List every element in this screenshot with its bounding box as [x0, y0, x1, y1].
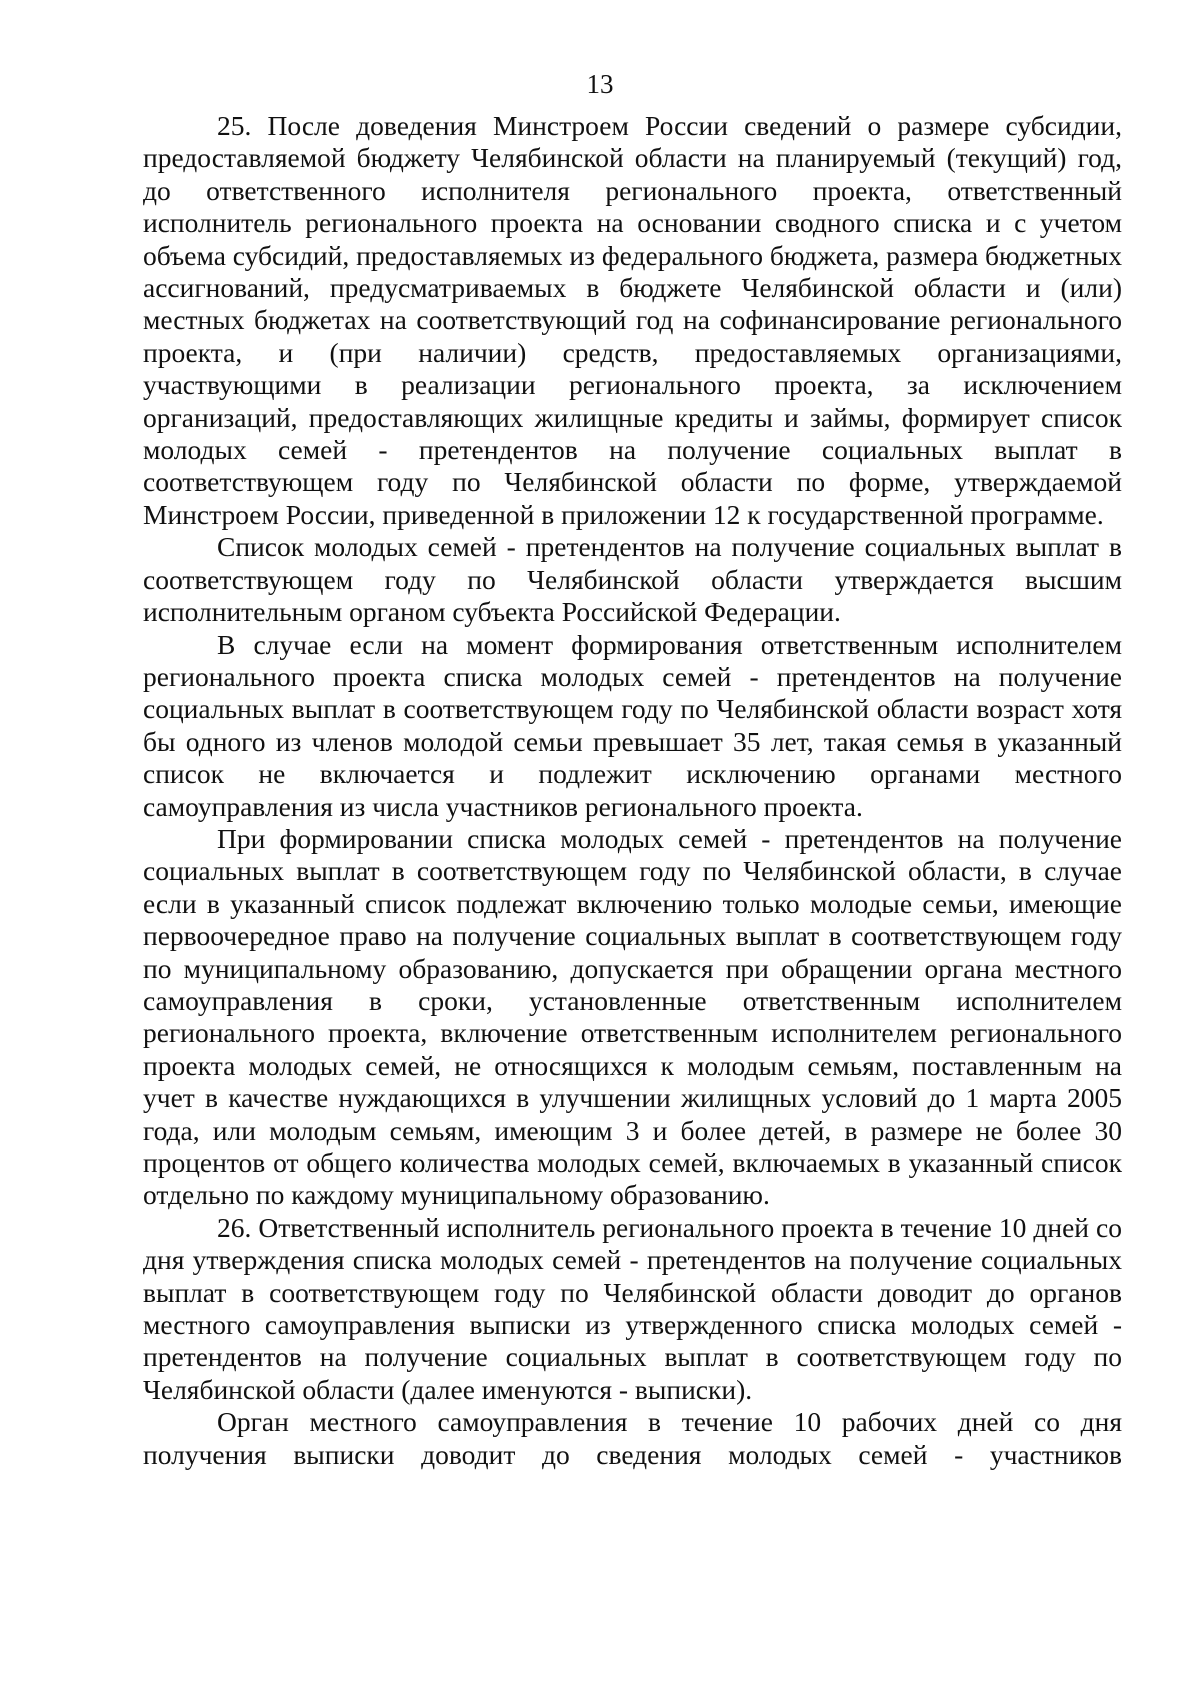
paragraph-list-formation: При формировании списка молодых семей - претендентов на получение социальных выплат в соответствующем году по Челябинской области, в случае если в указанный список подлежат включению только молодые семьи, имеющие первоочередное право на получение социальных выплат в соответствующем году по муниципальному образованию, допускается при обращении органа местного самоуправления в сроки, установленные ответственным исполнителем регионального проекта, включение ответственным исполнителем регионального проекта молодых семей, не относящихся к молодым семьям, поставленным на учет в качестве нуждающихся в улучшении жилищных условий до 1 марта 2005 года, или молодым семьям, имеющим 3 и более детей, в размере не более 30 процентов от общего количества молодых семей, включаемых в указанный список отдельно по каждому муниципальному образованию.: [143, 822, 1122, 1211]
paragraph-local-government: Орган местного самоуправления в течение 10 рабочих дней со дня получения выписки доводит до сведения молодых семей - участников: [143, 1406, 1122, 1470]
paragraph-age-limit: В случае если на момент формирования ответственным исполнителем регионального проекта списка молодых семей - претендентов на получение социальных выплат в соответствующем году по Челябинской области возраст хотя бы одного из членов молодой семьи превышает 35 лет, такая семья в указанный список не включается и подлежит исключению органами местного самоуправления из числа участников регионального проекта.: [143, 628, 1122, 822]
page-number: 13: [586, 69, 614, 99]
paragraph-young-families-list: Список молодых семей - претендентов на получение социальных выплат в соответствующем году по Челябинской области утверждается высшим исполнительным органом субъекта Российской Федерации.: [143, 531, 1122, 628]
paragraph-item-26: 26. Ответственный исполнитель регионального проекта в течение 10 дней со дня утверждения списка молодых семей - претендентов на получение социальных выплат в соответствующем году по Челябинской области доводит до органов местного самоуправления выписки из утвержденного списка молодых семей - претендентов на получение социальных выплат в соответствующем году по Челябинской области (далее именуются - выписки).: [143, 1211, 1122, 1405]
document-body: [143, 110, 1122, 1471]
paragraph-item-25: 25. После доведения Минстроем России сведений о размере субсидии, предоставляемой бюджету Челябинской области на планируемый (текущий) год, до ответственного исполнителя регионального проекта, ответственный исполнитель регионального проекта на основании сводного списка и с учетом объема субсидий, предоставляемых из федерального бюджета, размера бюджетных ассигнований, предусматриваемых в бюджете Челябинской области и (или) местных бюджетах на соответствующий год на софинансирование регионального проекта, и (при наличии) средств, предоставляемых организациями, участвующими в реализации регионального проекта, за исключением организаций, предоставляющих жилищные кредиты и займы, формирует список молодых семей - претендентов на получение социальных выплат в соответствующем году по Челябинской области по форме, утверждаемой Минстроем России, приведенной в приложении 12 к государственной программе.: [143, 110, 1122, 530]
